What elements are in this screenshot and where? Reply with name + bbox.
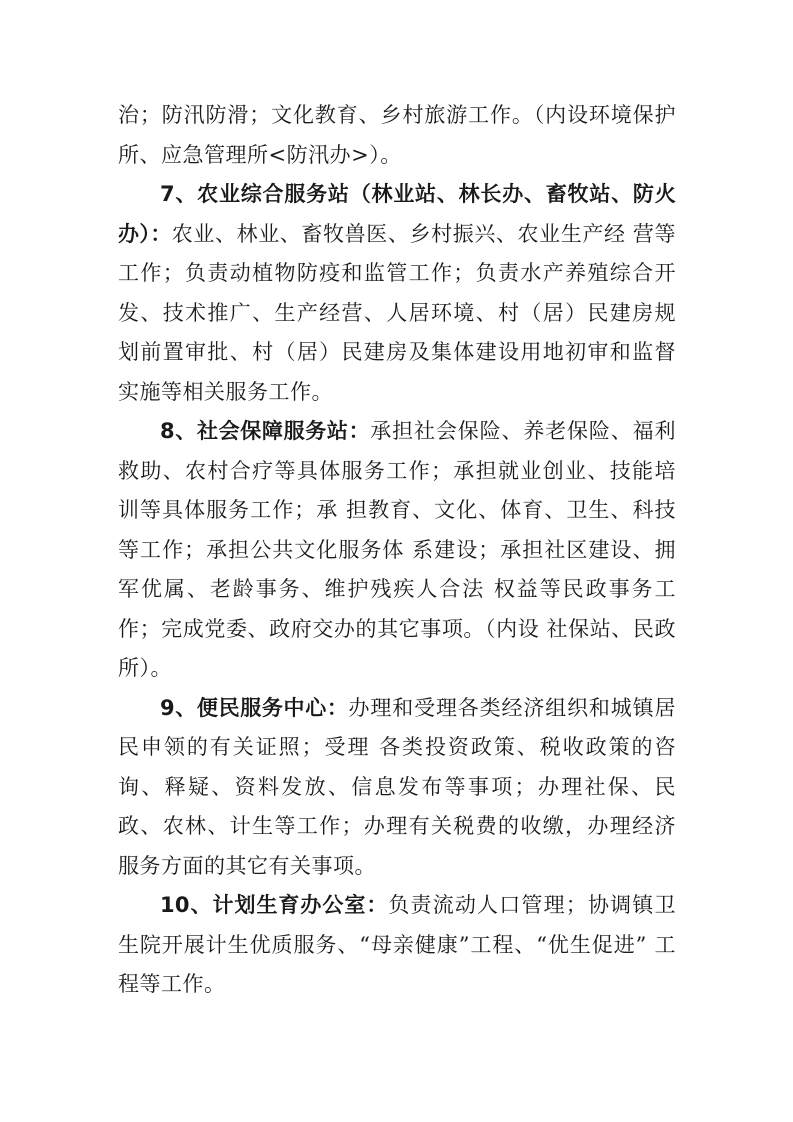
paragraph-body: 农业、林业、畜牧兽医、乡村振兴、农业生产经 营等工作；负责动植物防疫和监管工作；负责水产养殖综合开发、技术推广、生产经营、人居环境、村（居）民建房规划前置审批、村（居）民建房及集体建设用地初审和监督实施等相关服务工作。 <box>118 221 676 404</box>
paragraph-continuation <box>118 96 676 175</box>
paragraph-body: 承担社会保险、养老保险、福利救助、农村合疗等具体服务工作；承担就业创业、技能培训等具体服务工作；承 担教育、文化、体育、卫生、科技等工作；承担公共文化服务体 系建设；承担社区建设、拥军优属、老龄事务、维护残疾人合法 权益等民政事务工作；完成党委、政府交办的其它事项。（内设 社保站、民政所）。 <box>118 419 676 680</box>
paragraph-service-center <box>118 689 676 887</box>
paragraph-body: 负责流动人口管理；协调镇卫生院开展计生优质服务、“母亲健康”工程、“优生促进” 工程等工作。 <box>118 893 676 996</box>
paragraph-heading: 9、便民服务中心： <box>160 695 349 720</box>
paragraph-body: 治；防汛防滑；文化教育、乡村旅游工作。（内设环境保护所、应急管理所<防汛办>）。 <box>118 103 676 167</box>
document-page <box>118 96 676 1005</box>
paragraph-family-planning-office <box>118 886 676 1005</box>
paragraph-social-security-station <box>118 412 676 689</box>
paragraph-heading: 10、计划生育办公室： <box>160 893 389 917</box>
paragraph-heading: 7、农业综合服务站（林业站、林长办、畜牧站、防火办）： <box>118 182 676 246</box>
paragraph-body: 办理和受理各类经济组织和城镇居民申领的有关证照；受理 各类投资政策、税收政策的咨询、释疑、资料发放、信息发布等事项；办理社保、民政、农林、计生等工作；办理有关税费的收缴，办理经济服务方面的其它有关事项。 <box>118 695 676 878</box>
paragraph-heading: 8、社会保障服务站： <box>160 419 371 443</box>
paragraph-agriculture-station <box>118 175 676 412</box>
